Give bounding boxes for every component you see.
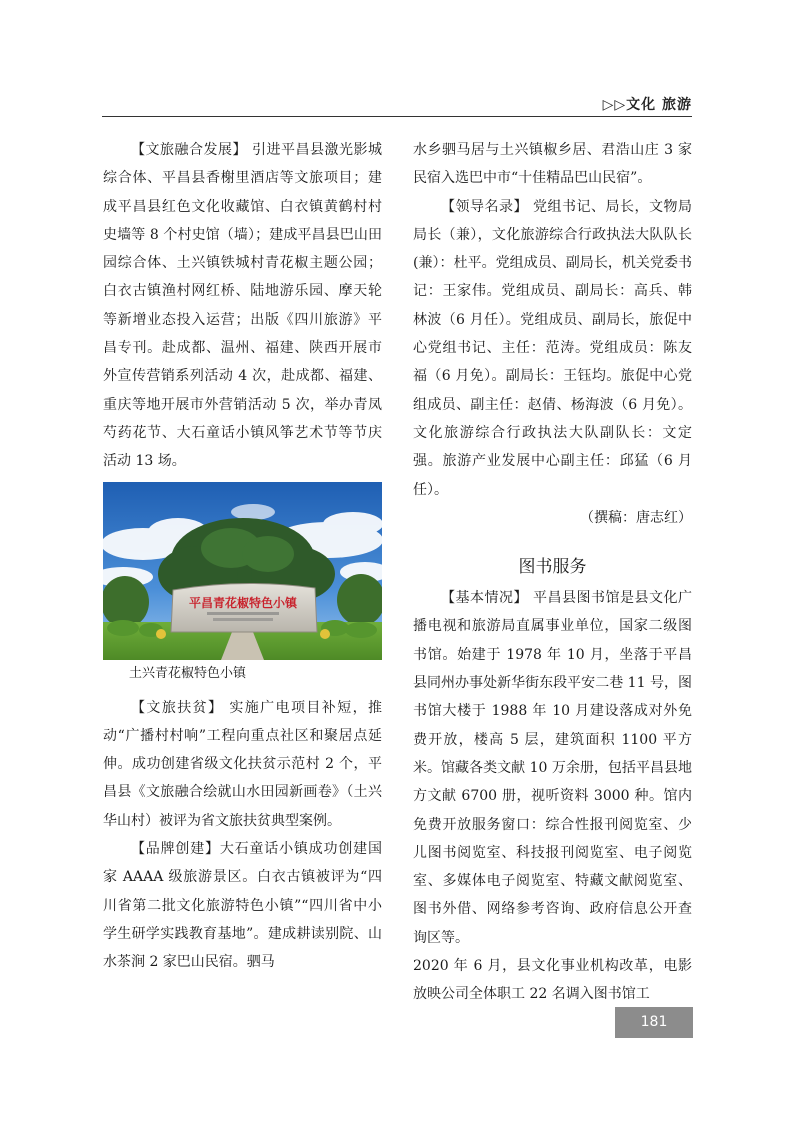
paragraph-label: 【文旅融合发展】	[131, 142, 248, 158]
photo-caption: 土兴青花椒特色小镇	[129, 665, 247, 681]
left-column	[103, 136, 382, 977]
paragraph-text: 党组书记、局长，文物局局长（兼），文化旅游综合行政执法大队队长(兼）：杜平。党组成员、副局长，机关党委书记：王家伟。党组成员、副局长：高兵、韩林波（6 月任）。党组成员、副局长，旅促中心党组书记、主任：范涛。党组成员：陈友福（6 月免）。副局长：王钰均。旅促中心党组成员、副主任：赵倩、杨海波（6 月免）。文化旅游综合行政执法大队副队长：文定强。旅游产业发展中心副主任：邱猛（6 月任）。	[413, 198, 693, 498]
paragraph-basic-info	[413, 584, 692, 952]
sign-lettering: 平昌青花椒特色小镇	[188, 595, 298, 610]
photo-figure	[103, 482, 382, 660]
paragraph-culture-tourism-integration	[103, 136, 382, 476]
paragraph-continued: 水乡驷马居与土兴镇椒乡居、君浩山庄 3 家民宿入选巴中市“十佳精品巴山民宿”。	[413, 142, 692, 187]
paragraph-reform: 2020 年 6 月，县文化事业机构改革，电影放映公司全体职工 22 名调入图书馆工	[413, 958, 692, 1003]
paragraph-poverty-alleviation	[103, 694, 382, 835]
paragraph-text: 平昌县图书馆是县文化广播电视和旅游局直属事业单位，国家二级图书馆。始建于 1978 年 10 月，坐落于平昌县同州办事处新华街东段平安二巷 11 号，图书馆大楼于 1988 年 10 月建设落成对外免费开放，楼高 5 层，建筑面积 1100 平方米。馆藏各类文献 10 万余册，包括平昌县地方文献 6700 册，视听资料 3000 种。馆内免费开放服务窗口：综合性报刊阅览室、少儿图书阅览室、科技报刊阅览室、电子阅览室、多媒体电子阅览室、特藏文献阅览室、图书外借、网络参考咨询、政府信息公开查询区等。	[413, 590, 693, 946]
section-tag: ▷▷文化 旅游	[602, 97, 692, 113]
page-number: 181	[615, 1007, 693, 1038]
paragraph-brand-building	[103, 835, 382, 976]
right-column	[413, 136, 692, 1009]
paragraph-label: 【文旅扶贫】	[131, 699, 224, 716]
section-heading: 图书服务	[518, 557, 587, 578]
author-byline: （撰稿：唐志红）	[580, 509, 692, 526]
paragraph-text: 实施广电项目补短，推动“广播村村响”工程向重点社区和聚居点延伸。成功创建省级文化扶贫示范村 2 个，平昌县《文旅融合绘就山水田园新画卷》（土兴华山村）被评为省文旅扶贫典型案例。	[103, 699, 383, 829]
paragraph-text: 引进平昌县激光影城综合体、平昌县香榭里酒店等文旅项目；建成平昌县红色文化收藏馆、白衣镇黄鹤村村史墙等 8 个村史馆（墙）；建成平昌县巴山田园综合体、土兴镇铁城村青花椒主题公园；白衣古镇渔村网红桥、陆地游乐园、摩天轮等新增业态投入运营；出版《四川旅游》平昌专刊。赴成都、温州、福建、陕西开展市外宣传营销系列活动 4 次，赴成都、福建、重庆等地开展市外营销活动 5 次，举办青凤芍药花节、大石童话小镇风筝艺术节等节庆活动 13 场。	[103, 142, 383, 470]
running-header	[102, 92, 692, 117]
paragraph-leadership-list	[413, 193, 692, 504]
paragraph-text: 大石童话小镇成功创建国家 AAAA 级旅游景区。白衣古镇被评为“四川省第二批文化旅游特色小镇”“四川省中小学生研学实践教育基地”。建成耕读别院、山水茶涧 2 家巴山民宿。驷马	[103, 841, 382, 971]
paragraph-label: 【品牌创建】	[131, 841, 220, 858]
town-sign-photo	[103, 482, 382, 660]
paragraph-label: 【基本情况】	[441, 590, 529, 607]
paragraph-label: 【领导名录】	[441, 198, 529, 215]
